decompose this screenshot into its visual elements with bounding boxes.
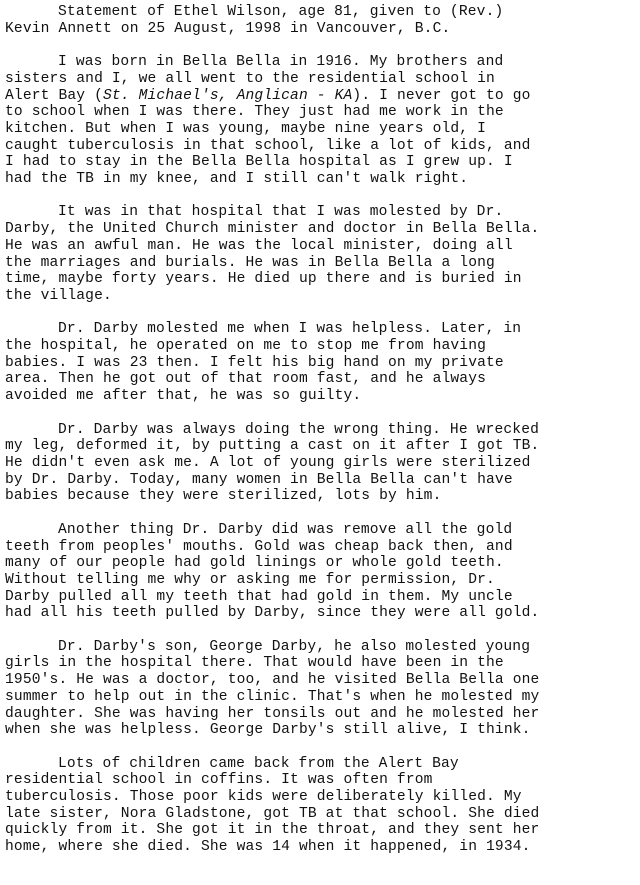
heading-line: Statement of Ethel Wilson, age 81, given to (Rev.) — [58, 4, 504, 20]
text-line: Dr. Darby was always doing the wrong thing. He wrecked — [58, 421, 540, 438]
text-line: tuberculosis. Those poor kids were deliberately killed. My — [5, 789, 522, 806]
paragraph-1 — [5, 54, 637, 188]
text-line: had all his teeth pulled by Darby, since they were all gold. — [5, 605, 540, 622]
text-line: girls in the hospital there. That would have been in the — [5, 655, 504, 672]
text-line: daughter. She was having her tonsils out and he molested her — [5, 705, 540, 722]
text-line: the hospital, he operated on me to stop me from having — [5, 338, 487, 355]
text-line: to school when I was there. They just had me work in the — [5, 104, 504, 121]
text-line: He didn't even ask me. A lot of young girls were sterilized — [5, 455, 531, 471]
text-line: kitchen. But when I was young, maybe nine years old, I — [5, 120, 487, 137]
paragraph-5 — [5, 522, 637, 622]
heading-line: Kevin Annett on 25 August, 1998 in Vancouver, B.C. — [5, 20, 451, 37]
text-line: teeth from peoples' mouths. Gold was cheap back then, and — [5, 538, 513, 555]
document-page — [5, 4, 637, 873]
text-line: Darby, the United Church minister and doctor in Bella Bella. — [5, 221, 540, 238]
text-line: by Dr. Darby. Today, many women in Bella Bella can't have — [5, 471, 513, 488]
paragraph-3 — [5, 321, 637, 404]
text-line: I had to stay in the Bella Bella hospital as I grew up. I — [5, 154, 513, 171]
text-line: the village. — [5, 287, 112, 304]
text-line: Dr. Darby molested me when I was helpless. Later, in — [58, 321, 522, 338]
text-line: Darby pulled all my teeth that had gold in them. My uncle — [5, 588, 513, 605]
text-line: caught tuberculosis in that school, like a lot of kids, and — [5, 137, 531, 154]
text-line: I was born in Bella Bella in 1916. My brothers and — [58, 54, 504, 71]
text-line: home, where she died. She was 14 when it happened, in 1934. — [5, 839, 531, 856]
text-line: Without telling me why or asking me for permission, Dr. — [5, 571, 495, 588]
paragraph-4 — [5, 422, 637, 505]
text-line: area. Then he got out of that room fast, and he always — [5, 371, 487, 388]
paragraph-6 — [5, 639, 637, 739]
italic-phrase: St. Michael's, Anglican - KA — [102, 87, 353, 104]
text-line: He was an awful man. He was the local minister, doing all — [5, 237, 513, 254]
text-line: It was in that hospital that I was molested by Dr. — [58, 204, 504, 221]
statement-heading — [5, 4, 637, 37]
text-line: quickly from it. She got it in the throat, and they sent her — [5, 822, 540, 839]
text-line: Dr. Darby's son, George Darby, he also molested young — [58, 638, 531, 655]
text-line: many of our people had gold linings or whole gold teeth. — [5, 555, 504, 572]
text-line: late sister, Nora Gladstone, got TB at that school. She died — [5, 805, 540, 822]
text-line: Another thing Dr. Darby did was remove all the gold — [58, 521, 513, 538]
text-line: the marriages and burials. He was in Bella Bella a long — [5, 254, 495, 271]
text-line: Alert Bay (St. Michael's, Anglican - KA). I never got to go — [5, 87, 531, 104]
paragraph-2 — [5, 204, 637, 304]
text-line: babies because they were sterilized, lots by him. — [5, 488, 442, 505]
text-line: avoided me after that, he was so guilty. — [5, 388, 362, 405]
text-line: when she was helpless. George Darby's still alive, I think. — [5, 722, 531, 739]
text-line: my leg, deformed it, by putting a cast on it after I got TB. — [5, 438, 540, 455]
text-line: had the TB in my knee, and I still can't walk right. — [5, 170, 469, 187]
paragraph-7 — [5, 756, 637, 856]
text-line: time, maybe forty years. He died up there and is buried in — [5, 271, 522, 288]
text-line: Lots of children came back from the Alert Bay — [58, 755, 459, 772]
text-line: babies. I was 23 then. I felt his big hand on my private — [5, 354, 504, 371]
text-line: residential school in coffins. It was often from — [5, 772, 433, 789]
text-line: summer to help out in the clinic. That's when he molested my — [5, 688, 540, 705]
text-line: 1950's. He was a doctor, too, and he visited Bella Bella one — [5, 672, 540, 689]
text-line: sisters and I, we all went to the residential school in — [5, 70, 495, 87]
